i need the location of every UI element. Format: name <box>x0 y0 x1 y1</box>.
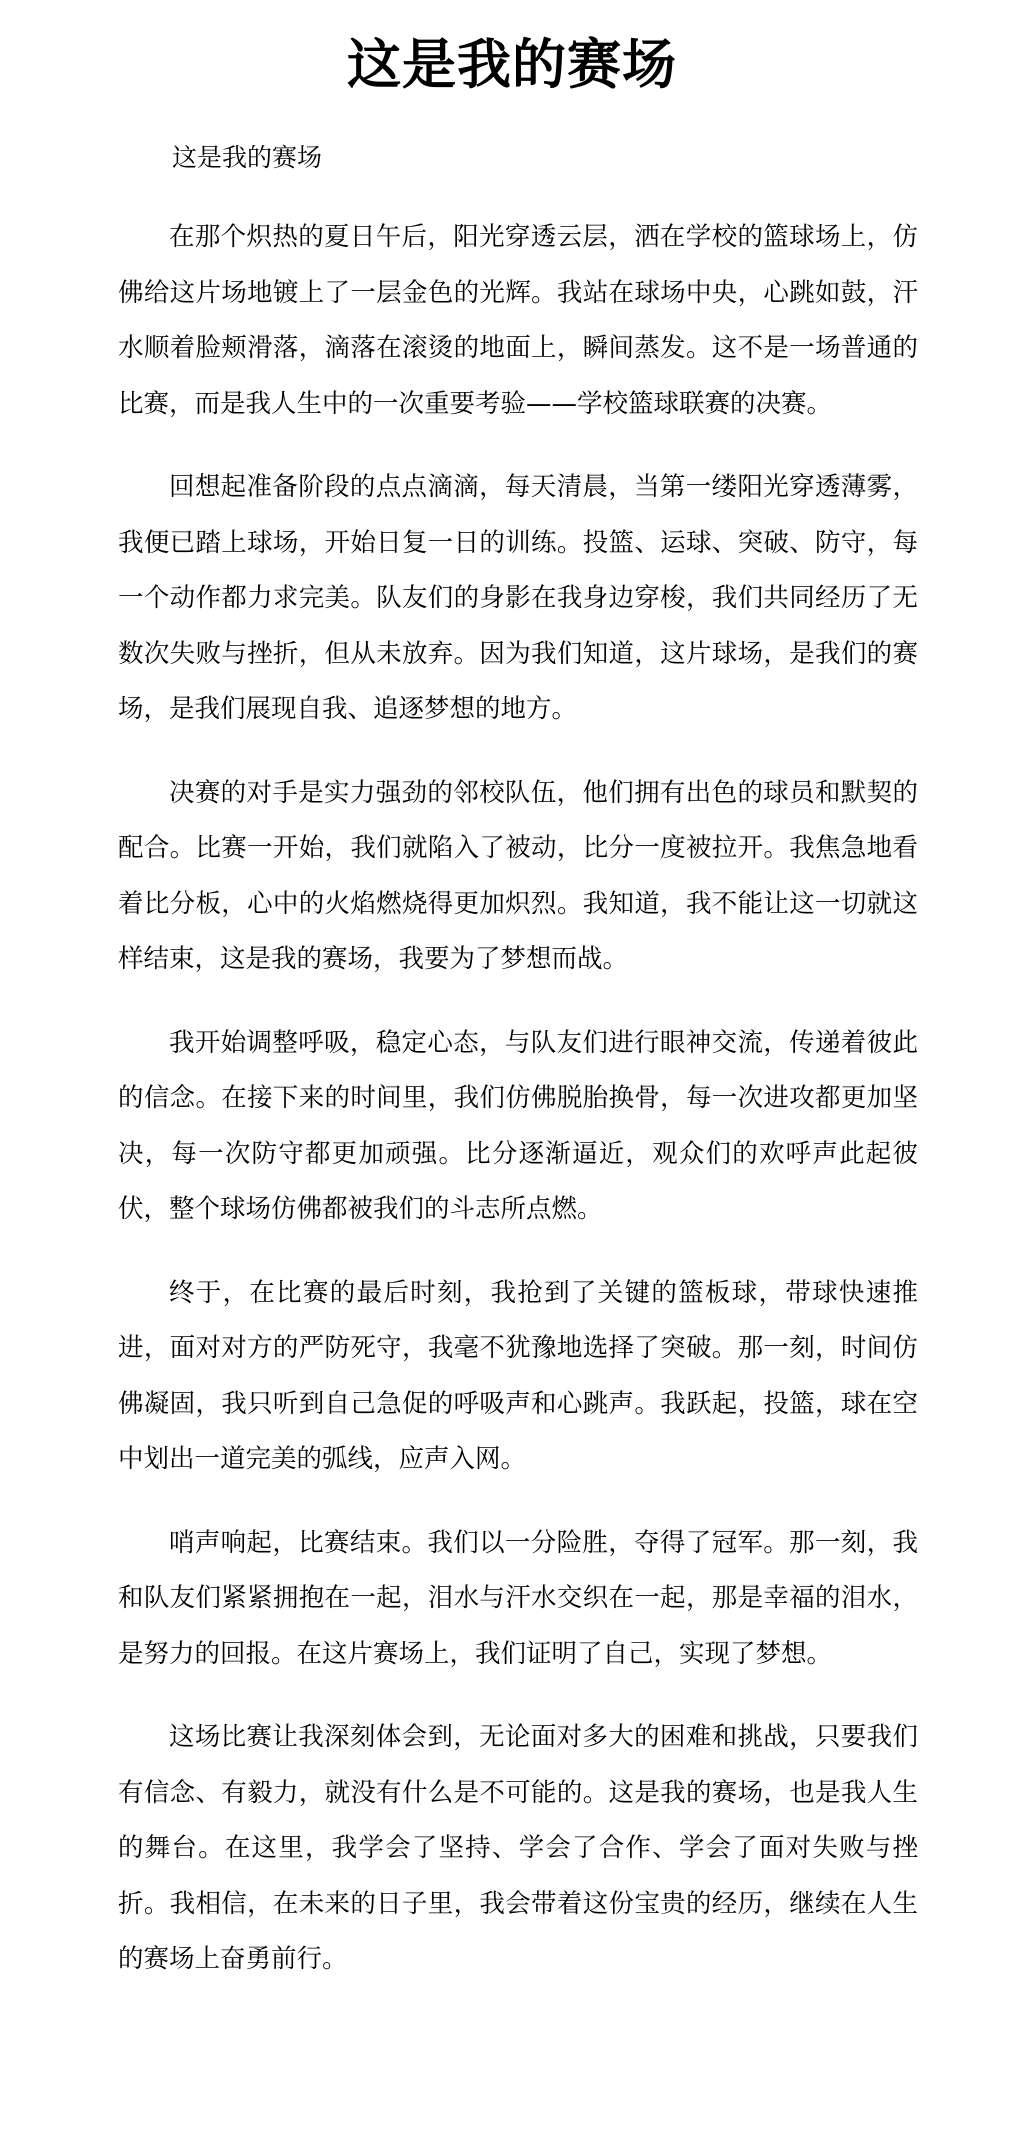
subtitle: 这是我的赛场 <box>172 143 323 172</box>
paragraph-1: 在那个炽热的夏日午后，阳光穿透云层，洒在学校的篮球场上，仿佛给这片场地镀上了一层金色的光辉。我站在球场中央，心跳如鼓，汗水顺着脸颊滑落，滴落在滚烫的地面上，瞬间蒸发。这不是一场普通的比赛，而是我人生中的一次重要考验——学校篮球联赛的决赛。 <box>118 222 918 419</box>
paragraph-2: 回想起准备阶段的点点滴滴，每天清晨，当第一缕阳光穿透薄雾，我便已踏上球场，开始日复一日的训练。投篮、运球、突破、防守，每一个动作都力求完美。队友们的身影在我身边穿梭，我们共同经历了无数次失败与挫折，但从未放弃。因为我们知道，这片球场，是我们的赛场，是我们展现自我、追逐梦想的地方。 <box>118 472 918 724</box>
paragraph-4: 我开始调整呼吸，稳定心态，与队友们进行眼神交流，传递着彼此的信念。在接下来的时间里，我们仿佛脱胎换骨，每一次进攻都更加坚决，每一次防守都更加顽强。比分逐渐逼近，观众们的欢呼声此起彼伏，整个球场仿佛都被我们的斗志所点燃。 <box>118 1027 918 1224</box>
paragraph-5: 终于，在比赛的最后时刻，我抢到了关键的篮板球，带球快速推进，面对对方的严防死守，我毫不犹豫地选择了突破。那一刻，时间仿佛凝固，我只听到自己急促的呼吸声和心跳声。我跃起，投篮，球在空中划出一道完美的弧线，应声入网。 <box>118 1277 918 1474</box>
paragraph-7: 这场比赛让我深刻体会到，无论面对多大的困难和挑战，只要我们有信念、有毅力，就没有什么是不可能的。这是我的赛场，也是我人生的舞台。在这里，我学会了坚持、学会了合作、学会了面对失败与挫折。我相信，在未来的日子里，我会带着这份宝贵的经历，继续在人生的赛场上奋勇前行。 <box>118 1722 918 1974</box>
article-body <box>118 210 918 2016</box>
paragraph-3: 决赛的对手是实力强劲的邻校队伍，他们拥有出色的球员和默契的配合。比赛一开始，我们就陷入了被动，比分一度被拉开。我焦急地看着比分板，心中的火焰燃烧得更加炽烈。我知道，我不能让这一切就这样结束，这是我的赛场，我要为了梦想而战。 <box>118 777 918 974</box>
page-title: 这是我的赛场 <box>347 33 677 96</box>
paragraph-6: 哨声响起，比赛结束。我们以一分险胜，夺得了冠军。那一刻，我和队友们紧紧拥抱在一起，泪水与汗水交织在一起，那是幸福的泪水，是努力的回报。在这片赛场上，我们证明了自己，实现了梦想。 <box>118 1527 918 1669</box>
